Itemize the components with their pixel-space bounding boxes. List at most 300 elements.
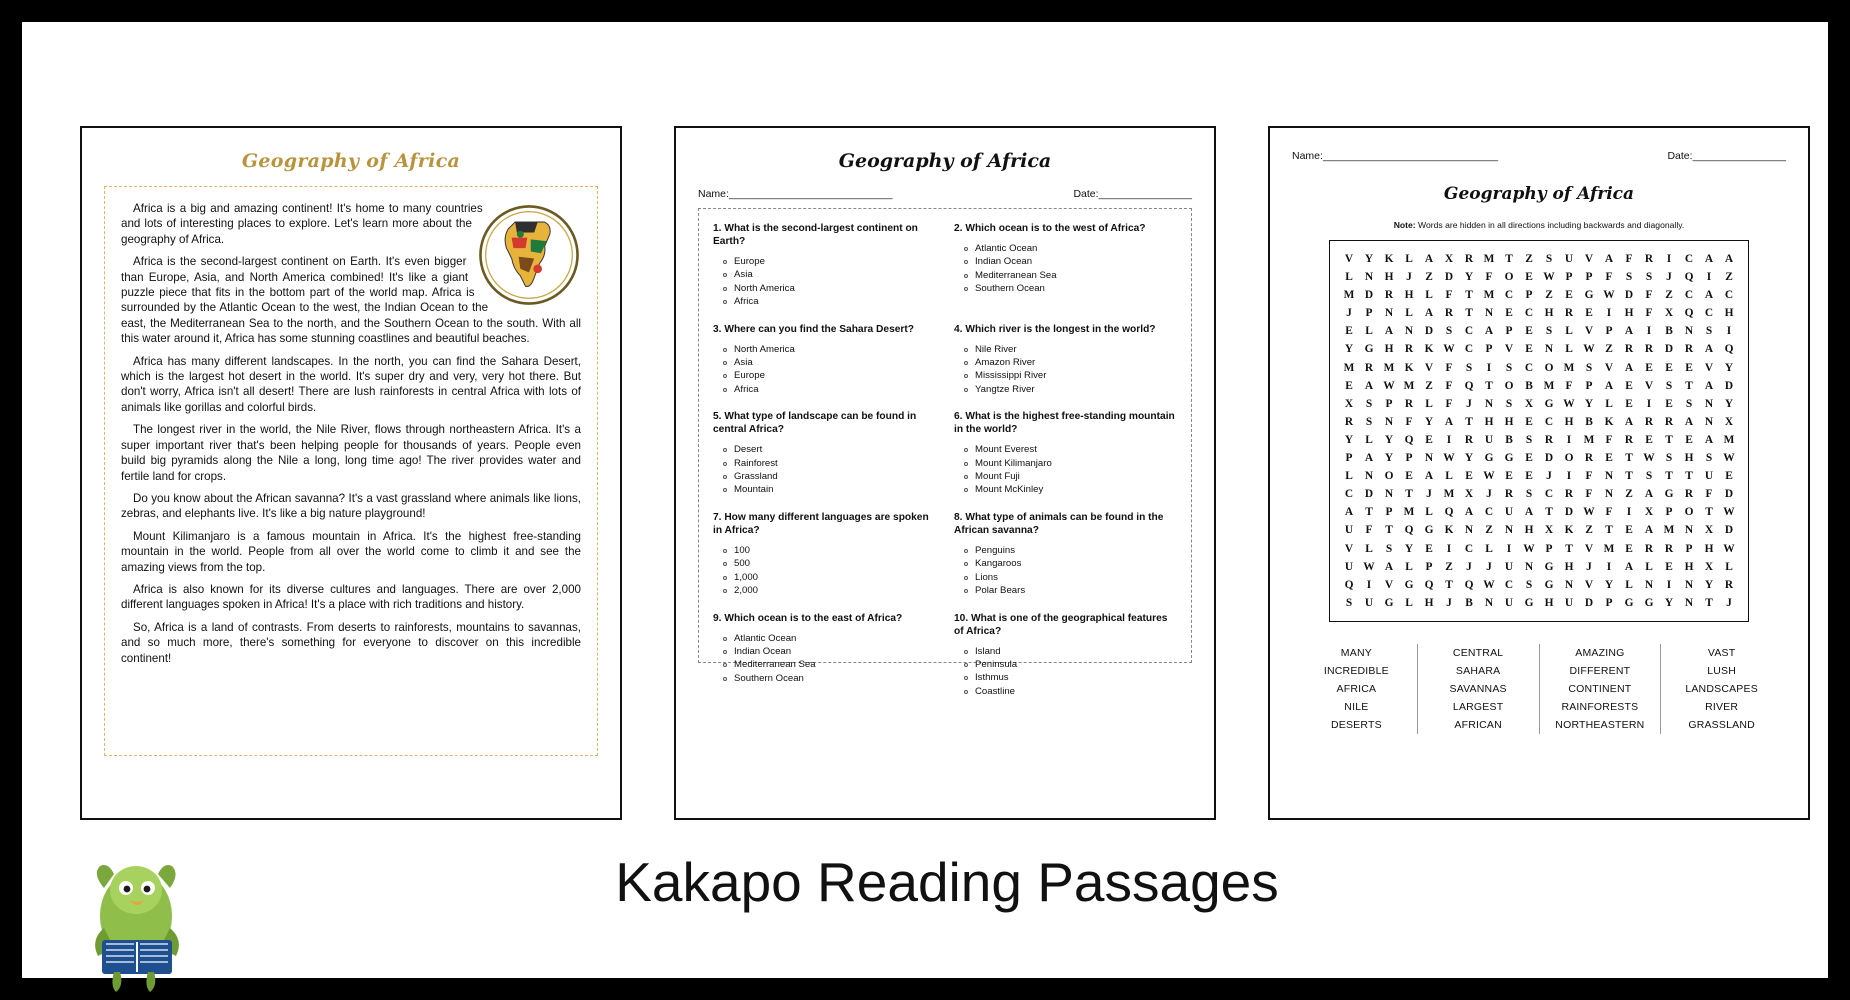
wordsearch-cell[interactable]: I: [1366, 578, 1372, 591]
wordsearch-cell[interactable]: W: [1723, 452, 1735, 465]
wordsearch-cell[interactable]: F: [1625, 253, 1633, 265]
wordsearch-cell[interactable]: T: [1405, 488, 1413, 501]
wordsearch-cell[interactable]: A: [1624, 325, 1634, 338]
quiz-date-field[interactable]: [1073, 188, 1192, 200]
wordsearch-cell[interactable]: E: [1605, 452, 1613, 465]
wordsearch-cell[interactable]: F: [1445, 397, 1453, 410]
wordsearch-cell[interactable]: F: [1645, 307, 1653, 320]
wordsearch-cell[interactable]: E: [1525, 415, 1533, 428]
wordsearch-cell[interactable]: J: [1486, 560, 1492, 573]
wordsearch-cell[interactable]: J: [1406, 271, 1412, 284]
wordsearch-cell[interactable]: G: [1504, 452, 1514, 465]
wordsearch-cell[interactable]: E: [1525, 271, 1533, 284]
wordsearch-cell[interactable]: L: [1625, 578, 1633, 591]
wordsearch-cell[interactable]: R: [1544, 433, 1554, 446]
quiz-option[interactable]: Africa: [723, 295, 936, 308]
wordsearch-cell[interactable]: H: [1384, 343, 1394, 356]
wordsearch-cell[interactable]: Y: [1404, 542, 1414, 555]
quiz-option[interactable]: Nile River: [964, 343, 1177, 356]
wordsearch-cell[interactable]: V: [1584, 325, 1594, 338]
wordsearch-cell[interactable]: R: [1464, 433, 1474, 446]
wordsearch-cell[interactable]: H: [1544, 596, 1554, 609]
wordsearch-cell[interactable]: W: [1603, 289, 1615, 302]
wordsearch-cell[interactable]: S: [1525, 433, 1533, 446]
wordsearch-cell[interactable]: F: [1605, 271, 1613, 284]
wordsearch-cell[interactable]: U: [1564, 253, 1574, 265]
wordsearch-cell[interactable]: L: [1365, 433, 1373, 446]
wordsearch-cell[interactable]: R: [1444, 307, 1454, 320]
wordsearch-cell[interactable]: M: [1343, 361, 1355, 374]
wordsearch-cell[interactable]: N: [1384, 307, 1394, 320]
wordsearch-cell[interactable]: D: [1724, 488, 1734, 501]
wordsearch-cell[interactable]: V: [1384, 578, 1394, 591]
wordsearch-cell[interactable]: Y: [1604, 578, 1614, 591]
wordsearch-cell[interactable]: Z: [1725, 271, 1733, 284]
wordsearch-cell[interactable]: Y: [1724, 361, 1734, 374]
wordsearch-cell[interactable]: W: [1523, 542, 1535, 555]
wordsearch-cell[interactable]: R: [1664, 542, 1674, 555]
wordsearch-cell[interactable]: N: [1684, 596, 1694, 609]
wordsearch-cell[interactable]: N: [1644, 578, 1654, 591]
wordsearch-cell[interactable]: L: [1485, 542, 1493, 555]
quiz-option[interactable]: Europe: [723, 255, 936, 268]
wordsearch-cell[interactable]: K: [1384, 253, 1394, 265]
wordsearch-cell[interactable]: T: [1705, 506, 1713, 519]
wordsearch-cell[interactable]: R: [1624, 343, 1634, 356]
wordsearch-cell[interactable]: Q: [1404, 524, 1414, 537]
wordsearch-cell[interactable]: Y: [1704, 578, 1714, 591]
wordsearch-grid[interactable]: [1329, 240, 1749, 622]
wordsearch-cell[interactable]: U: [1564, 596, 1574, 609]
wordsearch-cell[interactable]: T: [1385, 524, 1393, 537]
quiz-option[interactable]: Mediterranean Sea: [964, 269, 1177, 282]
wordsearch-cell[interactable]: Y: [1464, 452, 1474, 465]
wordsearch-cell[interactable]: E: [1645, 433, 1653, 446]
wordsearch-cell[interactable]: K: [1404, 361, 1414, 374]
wordsearch-cell[interactable]: R: [1644, 343, 1654, 356]
wordsearch-cell[interactable]: U: [1364, 596, 1374, 609]
wordsearch-cell[interactable]: C: [1464, 542, 1474, 555]
wordsearch-cell[interactable]: C: [1464, 343, 1474, 356]
wordsearch-cell[interactable]: D: [1664, 343, 1674, 356]
wordsearch-cell[interactable]: R: [1504, 488, 1514, 501]
wordsearch-cell[interactable]: I: [1486, 361, 1492, 374]
wordsearch-cell[interactable]: K: [1424, 343, 1434, 356]
wordsearch-cell[interactable]: T: [1445, 578, 1453, 591]
wordsearch-cell[interactable]: A: [1644, 524, 1654, 537]
wordsearch-cell[interactable]: S: [1345, 596, 1353, 609]
wordsearch-cell[interactable]: E: [1525, 470, 1533, 483]
wordsearch-cell[interactable]: G: [1584, 289, 1594, 302]
wordsearch-cell[interactable]: Q: [1464, 578, 1474, 591]
quiz-option[interactable]: Europe: [723, 369, 936, 382]
wordsearch-cell[interactable]: S: [1525, 488, 1533, 501]
wordsearch-cell[interactable]: L: [1365, 325, 1373, 338]
wordsearch-cell[interactable]: J: [1726, 596, 1732, 609]
wordsearch-cell[interactable]: G: [1424, 524, 1434, 537]
wordsearch-cell[interactable]: X: [1664, 307, 1674, 320]
wordsearch-cell[interactable]: N: [1684, 578, 1694, 591]
wordsearch-cell[interactable]: A: [1384, 325, 1394, 338]
wordsearch-cell[interactable]: F: [1445, 361, 1453, 374]
quiz-option[interactable]: Southern Ocean: [723, 672, 936, 685]
wordsearch-cell[interactable]: V: [1344, 253, 1354, 265]
wordsearch-cell[interactable]: R: [1664, 415, 1674, 428]
wordsearch-cell[interactable]: S: [1465, 361, 1473, 374]
wordsearch-cell[interactable]: A: [1624, 361, 1634, 374]
wordsearch-cell[interactable]: S: [1705, 325, 1713, 338]
wordsearch-cell[interactable]: P: [1565, 271, 1573, 284]
wordsearch-cell[interactable]: U: [1504, 560, 1514, 573]
wordsearch-cell[interactable]: G: [1364, 343, 1374, 356]
wordsearch-cell[interactable]: U: [1484, 433, 1494, 446]
wordsearch-cell[interactable]: T: [1545, 506, 1553, 519]
wordsearch-cell[interactable]: I: [1646, 325, 1652, 338]
wordsearch-cell[interactable]: R: [1624, 433, 1634, 446]
wordsearch-cell[interactable]: A: [1604, 379, 1614, 392]
wordsearch-cell[interactable]: A: [1704, 433, 1714, 446]
quiz-option[interactable]: Indian Ocean: [723, 645, 936, 658]
wordsearch-cell[interactable]: R: [1384, 289, 1394, 302]
wordsearch-cell[interactable]: J: [1446, 596, 1452, 609]
wordsearch-cell[interactable]: X: [1524, 397, 1534, 410]
wordsearch-cell[interactable]: U: [1704, 470, 1714, 483]
quiz-name-field[interactable]: [698, 188, 892, 200]
wordsearch-cell[interactable]: S: [1665, 379, 1673, 392]
wordsearch-cell[interactable]: N: [1484, 596, 1494, 609]
wordsearch-cell[interactable]: A: [1424, 253, 1434, 265]
wordsearch-cell[interactable]: K: [1604, 415, 1614, 428]
wordsearch-cell[interactable]: C: [1684, 253, 1694, 265]
wordsearch-cell[interactable]: N: [1544, 343, 1554, 356]
wordsearch-cell[interactable]: R: [1344, 415, 1354, 428]
wordsearch-cell[interactable]: P: [1405, 452, 1413, 465]
wordsearch-cell[interactable]: Q: [1684, 307, 1694, 320]
wordsearch-cell[interactable]: L: [1405, 253, 1413, 265]
ws-name-field[interactable]: [1292, 150, 1498, 162]
wordsearch-cell[interactable]: T: [1625, 452, 1633, 465]
wordsearch-cell[interactable]: T: [1665, 470, 1673, 483]
quiz-option[interactable]: Mount Fuji: [964, 470, 1177, 483]
wordsearch-cell[interactable]: T: [1625, 470, 1633, 483]
wordsearch-cell[interactable]: P: [1365, 307, 1373, 320]
wordsearch-cell[interactable]: T: [1665, 433, 1673, 446]
wordsearch-cell[interactable]: B: [1505, 433, 1513, 446]
wordsearch-cell[interactable]: E: [1665, 361, 1673, 374]
quiz-option[interactable]: Desert: [723, 443, 936, 456]
wordsearch-cell[interactable]: R: [1404, 397, 1414, 410]
wordsearch-cell[interactable]: J: [1546, 470, 1552, 483]
wordsearch-cell[interactable]: Z: [1625, 488, 1633, 501]
wordsearch-cell[interactable]: S: [1585, 361, 1593, 374]
wordsearch-cell[interactable]: V: [1584, 542, 1594, 555]
wordsearch-cell[interactable]: R: [1404, 343, 1414, 356]
wordsearch-cell[interactable]: I: [1606, 307, 1612, 320]
wordsearch-cell[interactable]: V: [1584, 253, 1594, 265]
quiz-option[interactable]: Peninsula: [964, 658, 1177, 671]
wordsearch-cell[interactable]: F: [1565, 379, 1573, 392]
wordsearch-cell[interactable]: C: [1544, 415, 1554, 428]
quiz-option[interactable]: 100: [723, 544, 936, 557]
wordsearch-cell[interactable]: T: [1505, 253, 1513, 265]
wordsearch-cell[interactable]: G: [1544, 578, 1554, 591]
quiz-option[interactable]: Southern Ocean: [964, 282, 1177, 295]
wordsearch-cell[interactable]: P: [1605, 596, 1613, 609]
wordsearch-cell[interactable]: M: [1483, 289, 1495, 302]
quiz-option[interactable]: Mount McKinley: [964, 483, 1177, 496]
wordsearch-cell[interactable]: I: [1446, 433, 1452, 446]
quiz-option[interactable]: 500: [723, 557, 936, 570]
quiz-option[interactable]: Island: [964, 645, 1177, 658]
wordsearch-cell[interactable]: G: [1624, 596, 1634, 609]
wordsearch-cell[interactable]: C: [1464, 325, 1474, 338]
wordsearch-cell[interactable]: Z: [1605, 343, 1613, 356]
wordsearch-cell[interactable]: U: [1344, 524, 1354, 537]
wordsearch-cell[interactable]: A: [1724, 253, 1734, 265]
wordsearch-cell[interactable]: Z: [1445, 560, 1453, 573]
wordsearch-cell[interactable]: L: [1365, 542, 1373, 555]
wordsearch-cell[interactable]: Y: [1464, 271, 1474, 284]
wordsearch-cell[interactable]: X: [1464, 488, 1474, 501]
wordsearch-cell[interactable]: V: [1704, 361, 1714, 374]
wordsearch-cell[interactable]: E: [1665, 397, 1673, 410]
wordsearch-cell[interactable]: F: [1585, 488, 1593, 501]
wordsearch-cell[interactable]: M: [1583, 433, 1595, 446]
wordsearch-cell[interactable]: L: [1345, 271, 1353, 284]
wordsearch-cell[interactable]: K: [1444, 524, 1454, 537]
wordsearch-cell[interactable]: W: [1483, 578, 1495, 591]
wordsearch-cell[interactable]: L: [1605, 397, 1613, 410]
wordsearch-cell[interactable]: E: [1665, 560, 1673, 573]
wordsearch-cell[interactable]: J: [1346, 307, 1352, 320]
wordsearch-cell[interactable]: D: [1584, 596, 1594, 609]
wordsearch-cell[interactable]: L: [1425, 397, 1433, 410]
wordsearch-cell[interactable]: Q: [1684, 271, 1694, 284]
wordsearch-cell[interactable]: N: [1564, 578, 1574, 591]
wordsearch-cell[interactable]: I: [1726, 325, 1732, 338]
wordsearch-cell[interactable]: H: [1724, 307, 1734, 320]
wordsearch-cell[interactable]: P: [1345, 452, 1353, 465]
wordsearch-cell[interactable]: Q: [1424, 578, 1434, 591]
wordsearch-cell[interactable]: E: [1525, 325, 1533, 338]
wordsearch-cell[interactable]: E: [1505, 470, 1513, 483]
wordsearch-cell[interactable]: C: [1484, 506, 1494, 519]
wordsearch-cell[interactable]: J: [1466, 560, 1472, 573]
wordsearch-cell[interactable]: V: [1344, 542, 1354, 555]
wordsearch-cell[interactable]: R: [1644, 253, 1654, 265]
wordsearch-cell[interactable]: P: [1385, 397, 1393, 410]
wordsearch-cell[interactable]: N: [1604, 470, 1614, 483]
wordsearch-cell[interactable]: L: [1565, 325, 1573, 338]
wordsearch-cell[interactable]: R: [1644, 415, 1654, 428]
wordsearch-cell[interactable]: W: [1583, 343, 1595, 356]
wordsearch-cell[interactable]: A: [1624, 560, 1634, 573]
wordsearch-cell[interactable]: I: [1646, 397, 1652, 410]
wordsearch-cell[interactable]: S: [1365, 415, 1373, 428]
wordsearch-cell[interactable]: E: [1525, 452, 1533, 465]
wordsearch-cell[interactable]: P: [1425, 560, 1433, 573]
wordsearch-cell[interactable]: G: [1484, 452, 1494, 465]
wordsearch-cell[interactable]: N: [1424, 452, 1434, 465]
wordsearch-cell[interactable]: X: [1704, 524, 1714, 537]
wordsearch-cell[interactable]: G: [1384, 596, 1394, 609]
wordsearch-cell[interactable]: D: [1544, 452, 1554, 465]
wordsearch-cell[interactable]: H: [1504, 415, 1514, 428]
wordsearch-cell[interactable]: G: [1664, 488, 1674, 501]
wordsearch-cell[interactable]: U: [1504, 506, 1514, 519]
wordsearch-cell[interactable]: X: [1704, 560, 1714, 573]
quiz-option[interactable]: Africa: [723, 383, 936, 396]
wordsearch-cell[interactable]: M: [1483, 253, 1495, 265]
wordsearch-cell[interactable]: R: [1644, 542, 1654, 555]
quiz-option[interactable]: Kangaroos: [964, 557, 1177, 570]
wordsearch-cell[interactable]: B: [1585, 415, 1593, 428]
wordsearch-cell[interactable]: D: [1364, 488, 1374, 501]
wordsearch-cell[interactable]: T: [1685, 379, 1693, 392]
wordsearch-cell[interactable]: A: [1644, 488, 1654, 501]
wordsearch-cell[interactable]: X: [1444, 253, 1454, 265]
wordsearch-cell[interactable]: L: [1405, 307, 1413, 320]
wordsearch-cell[interactable]: S: [1665, 452, 1673, 465]
wordsearch-cell[interactable]: H: [1544, 307, 1554, 320]
wordsearch-cell[interactable]: L: [1405, 560, 1413, 573]
wordsearch-cell[interactable]: B: [1665, 325, 1673, 338]
wordsearch-cell[interactable]: P: [1545, 542, 1553, 555]
quiz-option[interactable]: North America: [723, 343, 936, 356]
wordsearch-cell[interactable]: E: [1525, 343, 1533, 356]
wordsearch-cell[interactable]: V: [1604, 361, 1614, 374]
wordsearch-cell[interactable]: Y: [1384, 452, 1394, 465]
quiz-option[interactable]: Asia: [723, 356, 936, 369]
wordsearch-cell[interactable]: P: [1505, 325, 1513, 338]
quiz-option[interactable]: Penguins: [964, 544, 1177, 557]
wordsearch-cell[interactable]: U: [1344, 560, 1354, 573]
quiz-option[interactable]: Polar Bears: [964, 584, 1177, 597]
wordsearch-cell[interactable]: A: [1424, 470, 1434, 483]
quiz-option[interactable]: Indian Ocean: [964, 255, 1177, 268]
wordsearch-cell[interactable]: X: [1344, 397, 1354, 410]
wordsearch-cell[interactable]: E: [1565, 289, 1573, 302]
wordsearch-cell[interactable]: S: [1505, 361, 1513, 374]
wordsearch-cell[interactable]: M: [1343, 289, 1355, 302]
wordsearch-cell[interactable]: P: [1485, 343, 1493, 356]
wordsearch-cell[interactable]: M: [1603, 542, 1615, 555]
wordsearch-cell[interactable]: D: [1424, 325, 1434, 338]
wordsearch-cell[interactable]: N: [1364, 470, 1374, 483]
quiz-option[interactable]: Rainforest: [723, 457, 936, 470]
wordsearch-cell[interactable]: G: [1404, 578, 1414, 591]
wordsearch-cell[interactable]: E: [1405, 470, 1413, 483]
wordsearch-cell[interactable]: G: [1524, 596, 1534, 609]
wordsearch-cell[interactable]: N: [1704, 397, 1714, 410]
wordsearch-cell[interactable]: S: [1625, 271, 1633, 284]
wordsearch-cell[interactable]: P: [1385, 506, 1393, 519]
wordsearch-cell[interactable]: N: [1404, 325, 1414, 338]
wordsearch-cell[interactable]: J: [1426, 488, 1432, 501]
wordsearch-cell[interactable]: M: [1403, 506, 1415, 519]
wordsearch-cell[interactable]: E: [1345, 325, 1353, 338]
wordsearch-cell[interactable]: I: [1566, 433, 1572, 446]
wordsearch-cell[interactable]: E: [1425, 542, 1433, 555]
wordsearch-cell[interactable]: R: [1464, 253, 1474, 265]
wordsearch-cell[interactable]: E: [1725, 470, 1733, 483]
wordsearch-cell[interactable]: O: [1384, 470, 1394, 483]
wordsearch-cell[interactable]: X: [1544, 524, 1554, 537]
quiz-option[interactable]: North America: [723, 282, 936, 295]
wordsearch-cell[interactable]: C: [1724, 289, 1734, 302]
wordsearch-cell[interactable]: J: [1586, 560, 1592, 573]
wordsearch-cell[interactable]: T: [1465, 289, 1473, 302]
wordsearch-cell[interactable]: P: [1685, 542, 1693, 555]
wordsearch-cell[interactable]: N: [1384, 415, 1394, 428]
quiz-option[interactable]: Lions: [964, 571, 1177, 584]
wordsearch-cell[interactable]: S: [1525, 578, 1533, 591]
wordsearch-cell[interactable]: S: [1445, 325, 1453, 338]
wordsearch-cell[interactable]: C: [1524, 361, 1534, 374]
wordsearch-cell[interactable]: L: [1345, 470, 1353, 483]
wordsearch-cell[interactable]: T: [1485, 379, 1493, 392]
wordsearch-cell[interactable]: I: [1506, 542, 1512, 555]
wordsearch-cell[interactable]: T: [1465, 415, 1473, 428]
wordsearch-cell[interactable]: M: [1723, 433, 1735, 446]
wordsearch-cell[interactable]: M: [1383, 361, 1395, 374]
wordsearch-cell[interactable]: S: [1545, 253, 1553, 265]
wordsearch-cell[interactable]: N: [1684, 524, 1694, 537]
wordsearch-cell[interactable]: N: [1504, 524, 1514, 537]
wordsearch-cell[interactable]: W: [1443, 452, 1455, 465]
wordsearch-cell[interactable]: O: [1684, 506, 1694, 519]
wordsearch-cell[interactable]: Y: [1384, 433, 1394, 446]
wordsearch-cell[interactable]: W: [1723, 506, 1735, 519]
quiz-option[interactable]: Asia: [723, 268, 936, 281]
wordsearch-cell[interactable]: A: [1684, 415, 1694, 428]
wordsearch-cell[interactable]: H: [1384, 271, 1394, 284]
wordsearch-cell[interactable]: L: [1425, 289, 1433, 302]
wordsearch-cell[interactable]: N: [1684, 325, 1694, 338]
wordsearch-cell[interactable]: N: [1464, 524, 1474, 537]
wordsearch-cell[interactable]: D: [1444, 271, 1454, 284]
wordsearch-cell[interactable]: D: [1564, 506, 1574, 519]
wordsearch-cell[interactable]: C: [1344, 488, 1354, 501]
wordsearch-cell[interactable]: R: [1364, 361, 1374, 374]
wordsearch-cell[interactable]: A: [1464, 506, 1474, 519]
wordsearch-cell[interactable]: W: [1543, 271, 1555, 284]
wordsearch-cell[interactable]: H: [1704, 542, 1714, 555]
wordsearch-cell[interactable]: V: [1504, 343, 1514, 356]
wordsearch-cell[interactable]: L: [1405, 596, 1413, 609]
wordsearch-cell[interactable]: Y: [1724, 397, 1734, 410]
wordsearch-cell[interactable]: P: [1525, 289, 1533, 302]
wordsearch-cell[interactable]: C: [1524, 307, 1534, 320]
wordsearch-cell[interactable]: I: [1626, 506, 1632, 519]
wordsearch-cell[interactable]: V: [1424, 361, 1434, 374]
wordsearch-cell[interactable]: T: [1465, 307, 1473, 320]
wordsearch-cell[interactable]: M: [1563, 361, 1575, 374]
quiz-option[interactable]: Grassland: [723, 470, 936, 483]
wordsearch-cell[interactable]: A: [1704, 289, 1714, 302]
wordsearch-cell[interactable]: A: [1484, 325, 1494, 338]
wordsearch-cell[interactable]: X: [1644, 506, 1654, 519]
wordsearch-cell[interactable]: E: [1585, 307, 1593, 320]
ws-date-field[interactable]: [1667, 150, 1786, 162]
wordsearch-cell[interactable]: I: [1566, 470, 1572, 483]
wordsearch-cell[interactable]: M: [1443, 488, 1455, 501]
wordsearch-cell[interactable]: F: [1405, 415, 1413, 428]
wordsearch-cell[interactable]: E: [1625, 397, 1633, 410]
wordsearch-cell[interactable]: R: [1564, 488, 1574, 501]
wordsearch-cell[interactable]: C: [1684, 289, 1694, 302]
quiz-option[interactable]: Yangtze River: [964, 383, 1177, 396]
